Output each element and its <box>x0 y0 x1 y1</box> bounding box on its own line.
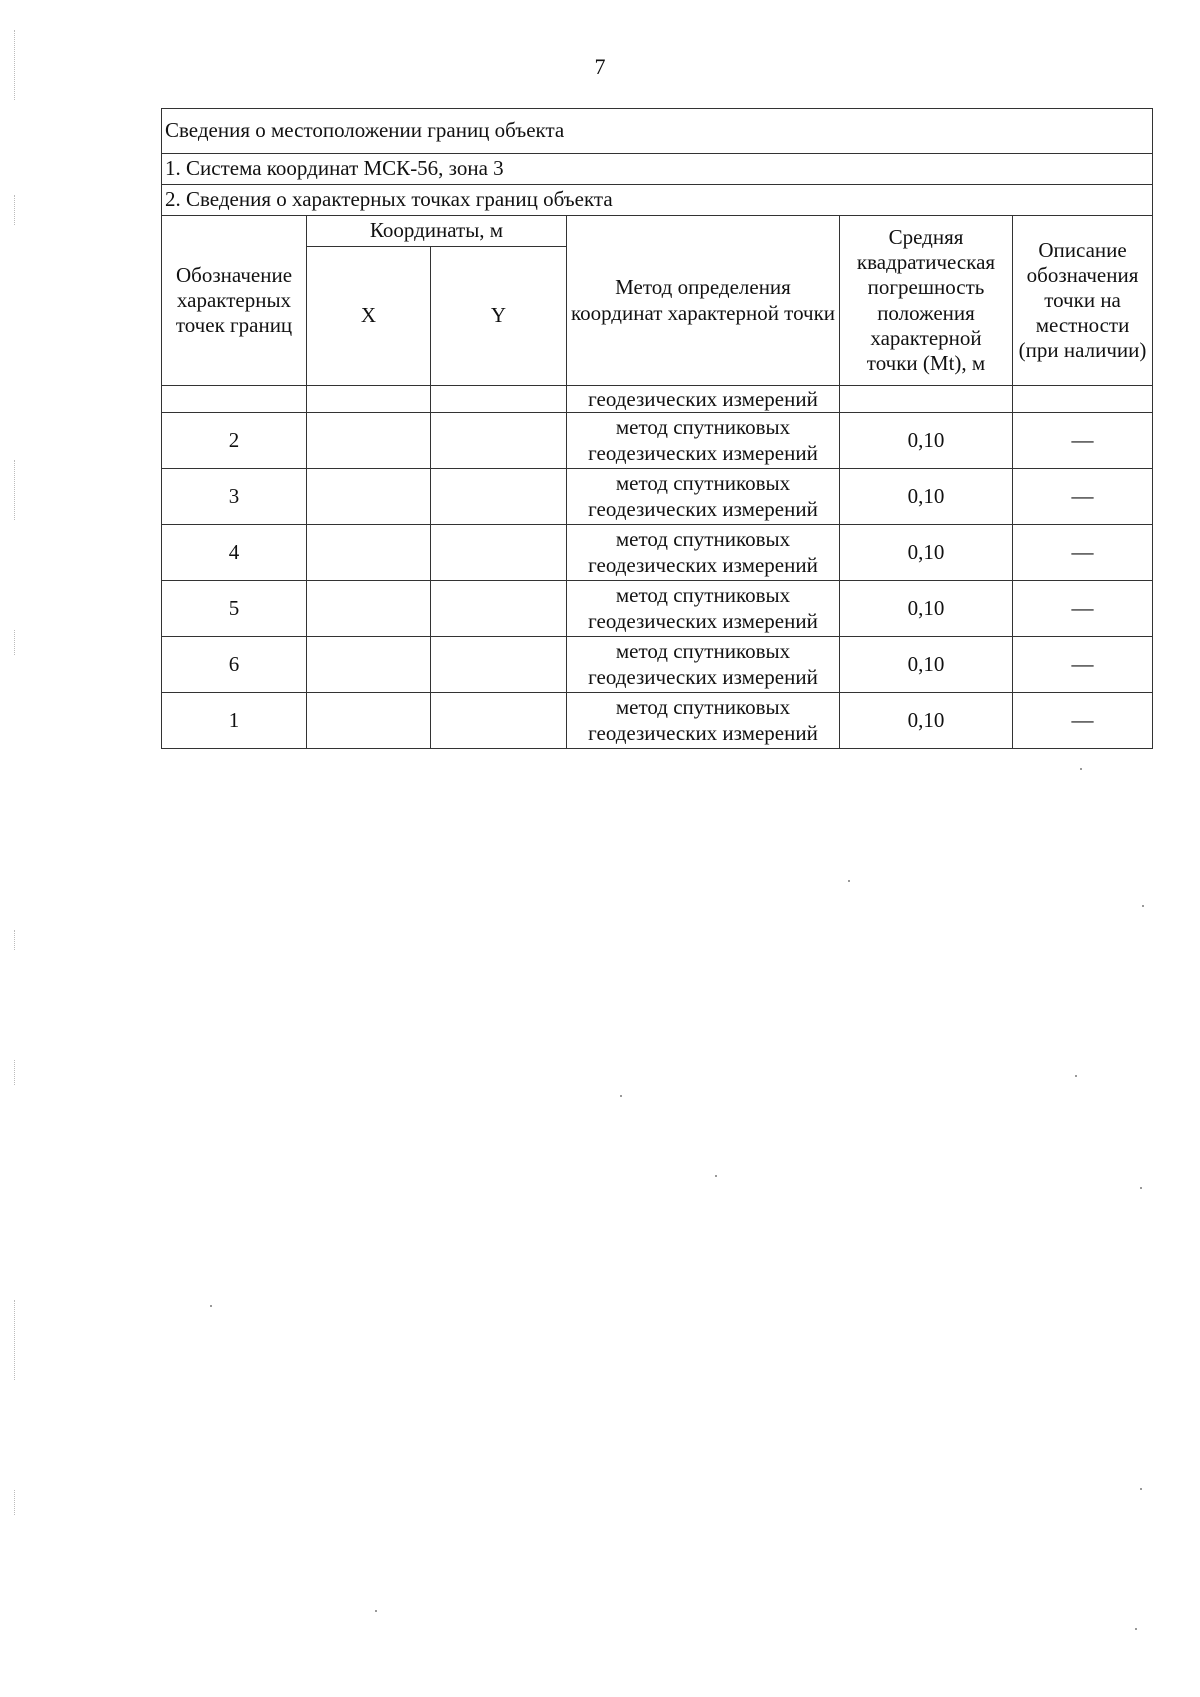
scan-speck <box>1142 905 1144 907</box>
header-method: Метод определения координат характерной точки <box>567 216 840 386</box>
point-number: 5 <box>162 581 307 637</box>
scan-speck <box>1080 768 1082 770</box>
section-title: Сведения о местоположении границ объекта <box>162 109 1153 154</box>
scan-speck <box>1135 1628 1137 1630</box>
scan-margin-marks <box>14 930 25 950</box>
coord-y <box>431 413 567 469</box>
scan-margin-marks <box>14 1060 25 1085</box>
scan-speck <box>1140 1187 1142 1189</box>
method-line2: геодезических измерений <box>588 496 818 521</box>
coord-y <box>431 581 567 637</box>
table-row <box>162 469 1153 525</box>
table-row <box>162 413 1153 469</box>
scan-margin-marks <box>14 1490 25 1515</box>
point-number: 4 <box>162 525 307 581</box>
header-row-top <box>162 216 1153 247</box>
description: — <box>1013 469 1153 525</box>
method-cell <box>567 581 840 637</box>
continuation-row <box>162 386 1153 413</box>
description: — <box>1013 525 1153 581</box>
point-number: 1 <box>162 693 307 749</box>
table-row <box>162 525 1153 581</box>
method-line2: геодезических измерений <box>588 552 818 577</box>
coord-x <box>307 693 431 749</box>
accuracy: 0,10 <box>840 413 1013 469</box>
method-line1: метод спутниковых <box>615 471 791 496</box>
method-cell <box>567 413 840 469</box>
scan-margin-marks <box>14 630 25 655</box>
scan-speck <box>1140 1488 1142 1490</box>
accuracy: 0,10 <box>840 693 1013 749</box>
method-line1: метод спутниковых <box>615 415 791 440</box>
section-title-row <box>162 109 1153 154</box>
header-accuracy: Средняя квадратическая погрешность положения характерной точки (Mt), м <box>840 216 1013 386</box>
description: — <box>1013 581 1153 637</box>
coord-x <box>307 581 431 637</box>
method-line1: метод спутниковых <box>615 639 791 664</box>
continuation-method: геодезических измерений <box>567 386 840 413</box>
continuation-x <box>307 386 431 413</box>
coord-x <box>307 525 431 581</box>
method-cell <box>567 525 840 581</box>
continuation-description <box>1013 386 1153 413</box>
method-cell <box>567 469 840 525</box>
description: — <box>1013 637 1153 693</box>
scan-margin-marks <box>14 195 25 225</box>
method-line2: геодезических измерений <box>588 440 818 465</box>
points-title: 2. Сведения о характерных точках границ объекта <box>162 185 1153 216</box>
continuation-y <box>431 386 567 413</box>
method-cell <box>567 637 840 693</box>
method-line1: метод спутниковых <box>615 527 791 552</box>
coord-x <box>307 637 431 693</box>
continuation-accuracy <box>840 386 1013 413</box>
coord-y <box>431 469 567 525</box>
header-x: X <box>307 247 431 386</box>
method-line1: метод спутниковых <box>615 583 791 608</box>
scan-speck <box>715 1175 717 1177</box>
coord-y <box>431 637 567 693</box>
table-row <box>162 693 1153 749</box>
description: — <box>1013 413 1153 469</box>
accuracy: 0,10 <box>840 581 1013 637</box>
point-number: 2 <box>162 413 307 469</box>
accuracy: 0,10 <box>840 469 1013 525</box>
accuracy: 0,10 <box>840 525 1013 581</box>
scan-margin-marks <box>14 1300 25 1380</box>
scan-speck <box>375 1610 377 1612</box>
coord-x <box>307 469 431 525</box>
table-row <box>162 581 1153 637</box>
method-line2: геодезических измерений <box>588 608 818 633</box>
scan-speck <box>620 1095 622 1097</box>
header-y: Y <box>431 247 567 386</box>
method-line1: метод спутниковых <box>615 695 791 720</box>
table-row <box>162 637 1153 693</box>
page-number: 7 <box>594 54 606 79</box>
scan-speck <box>1075 1075 1077 1077</box>
points-title-row <box>162 185 1153 216</box>
coordinate-system-row <box>162 154 1153 185</box>
description: — <box>1013 693 1153 749</box>
scan-margin-marks <box>14 460 25 520</box>
point-number: 3 <box>162 469 307 525</box>
coord-y <box>431 525 567 581</box>
scan-speck <box>848 880 850 882</box>
method-line2: геодезических измерений <box>588 720 818 745</box>
method-line2: геодезических измерений <box>588 664 818 689</box>
header-description: Описание обозначения точки на местности (при наличии) <box>1013 216 1153 386</box>
method-cell <box>567 693 840 749</box>
accuracy: 0,10 <box>840 637 1013 693</box>
header-coordinates: Координаты, м <box>307 216 567 247</box>
header-designation: Обозначение характерных точек границ <box>162 216 307 386</box>
coordinate-system: 1. Система координат МСК-56, зона 3 <box>162 154 1153 185</box>
continuation-point <box>162 386 307 413</box>
point-number: 6 <box>162 637 307 693</box>
coord-x <box>307 413 431 469</box>
boundary-points-table <box>161 108 1153 749</box>
scan-speck <box>210 1305 212 1307</box>
coord-y <box>431 693 567 749</box>
